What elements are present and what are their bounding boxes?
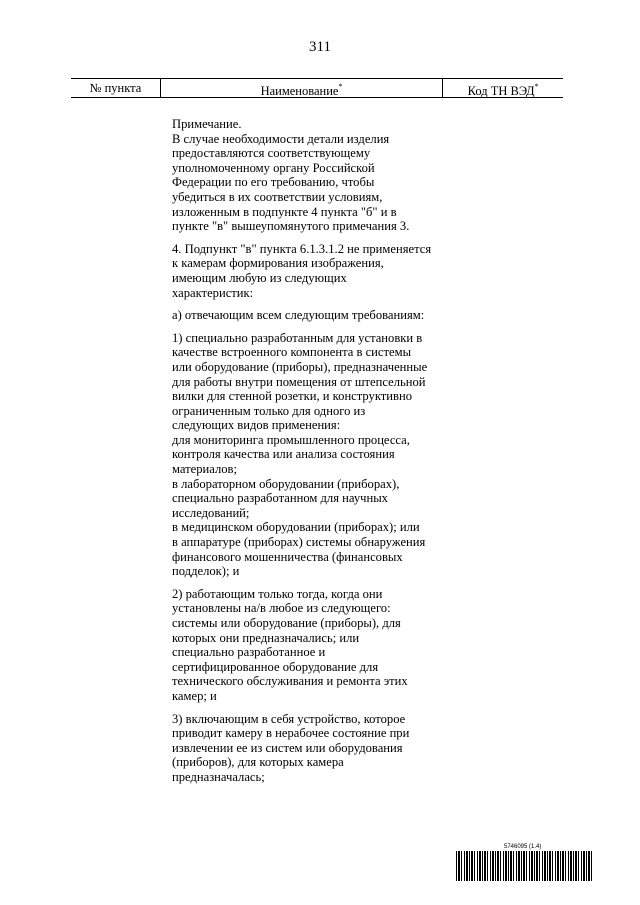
text-line: а) отвечающим всем следующим требованиям: — [172, 308, 425, 323]
text-line: специально разработанном для научных — [172, 491, 388, 506]
text-line: финансового мошенничества (финансовых — [172, 549, 403, 564]
document-barcode-block — [456, 843, 592, 881]
text-line: следующих видов применения: — [172, 418, 341, 433]
text-line: 1) специально разработанным для установки в — [172, 330, 423, 345]
text-line: подделок); и — [172, 564, 240, 579]
text-line: в медицинском оборудовании (приборах); или — [172, 520, 420, 535]
text-line: вилки для стенной розетки, и конструктивно — [172, 389, 413, 404]
text-line: предоставляются соответствующему — [172, 146, 371, 161]
text-line: приводит камеру в нерабочее состояние при — [172, 726, 410, 741]
text-line: извлечении ее из систем или оборудования — [172, 740, 403, 755]
text-line: или оборудование (приборы), предназначенные — [172, 359, 428, 374]
text-line: для работы внутри помещения от штепсельной — [172, 374, 426, 389]
text-line: материалов; — [172, 462, 238, 477]
header-col-code — [443, 79, 563, 97]
text-line: контроля качества или анализа состояния — [172, 447, 395, 462]
text-line: 4. Подпункт "в" пункта 6.1.3.1.2 не применяется — [172, 241, 432, 256]
text-line: установлены на/в любое из следующего: — [172, 601, 391, 616]
header-col-name-label: Наименование — [260, 84, 339, 99]
header-col-number — [71, 79, 161, 97]
text-line: специально разработанное и — [172, 645, 326, 660]
text-line: В случае необходимости детали изделия — [172, 131, 390, 146]
paragraph — [172, 117, 446, 234]
header-col-code-label: Код ТН ВЭД — [467, 84, 535, 99]
text-line: к камерам формирования изображения, — [172, 256, 384, 271]
paragraph — [172, 331, 446, 579]
paragraph — [172, 308, 446, 323]
text-line: ограниченным только для одного из — [172, 403, 366, 418]
text-line: 3) включающим в себя устройство, которое — [172, 711, 406, 726]
text-line: исследований; — [172, 505, 250, 520]
table-header — [71, 78, 563, 98]
text-line: системы или оборудование (приборы), для — [172, 616, 401, 630]
text-line: убедиться в их соответствии условиям, — [172, 189, 383, 204]
text-line: Федерации по его требованию, чтобы — [172, 175, 375, 190]
barcode-label: 5746095 (1.4) — [504, 844, 542, 850]
header-col-number-label: № пункта — [89, 81, 142, 95]
text-line: имеющим любую из следующих — [172, 270, 347, 285]
paragraph — [172, 587, 446, 704]
text-line: пункте "в" вышеупомянутого примечания 3. — [172, 219, 410, 234]
text-line: характеристик: — [172, 285, 254, 300]
page-number: 311 — [309, 39, 331, 55]
text-line: уполномоченному органу Российской — [172, 160, 375, 175]
text-line: для мониторинга промышленного процесса, — [172, 432, 410, 447]
text-line: Примечание. — [172, 117, 242, 131]
text-line: сертифицированное оборудование для — [172, 659, 379, 674]
barcode-image — [456, 851, 592, 881]
text-line: качестве встроенного компонента в системы — [172, 345, 412, 360]
text-line: 2) работающим только тогда, когда они — [172, 586, 383, 601]
text-line: которых они предназначались; или — [172, 630, 360, 645]
text-line: технического обслуживания и ремонта этих — [172, 674, 408, 689]
paragraph — [172, 712, 446, 785]
header-col-name — [161, 79, 443, 97]
text-line: в лабораторном оборудовании (приборах), — [172, 476, 400, 491]
document-body — [172, 117, 446, 793]
header-col-name-footnote-mark: * — [338, 82, 343, 91]
text-line: (приборов), для которых камера — [172, 755, 344, 770]
text-line: предназначалась; — [172, 769, 265, 784]
text-line: камер; и — [172, 688, 217, 703]
text-line: в аппаратуре (приборах) системы обнаружения — [172, 535, 426, 550]
paragraph — [172, 242, 446, 300]
text-line: изложенным в подпункте 4 пункта "б" и в — [172, 204, 397, 219]
header-col-code-footnote-mark: * — [534, 82, 539, 91]
